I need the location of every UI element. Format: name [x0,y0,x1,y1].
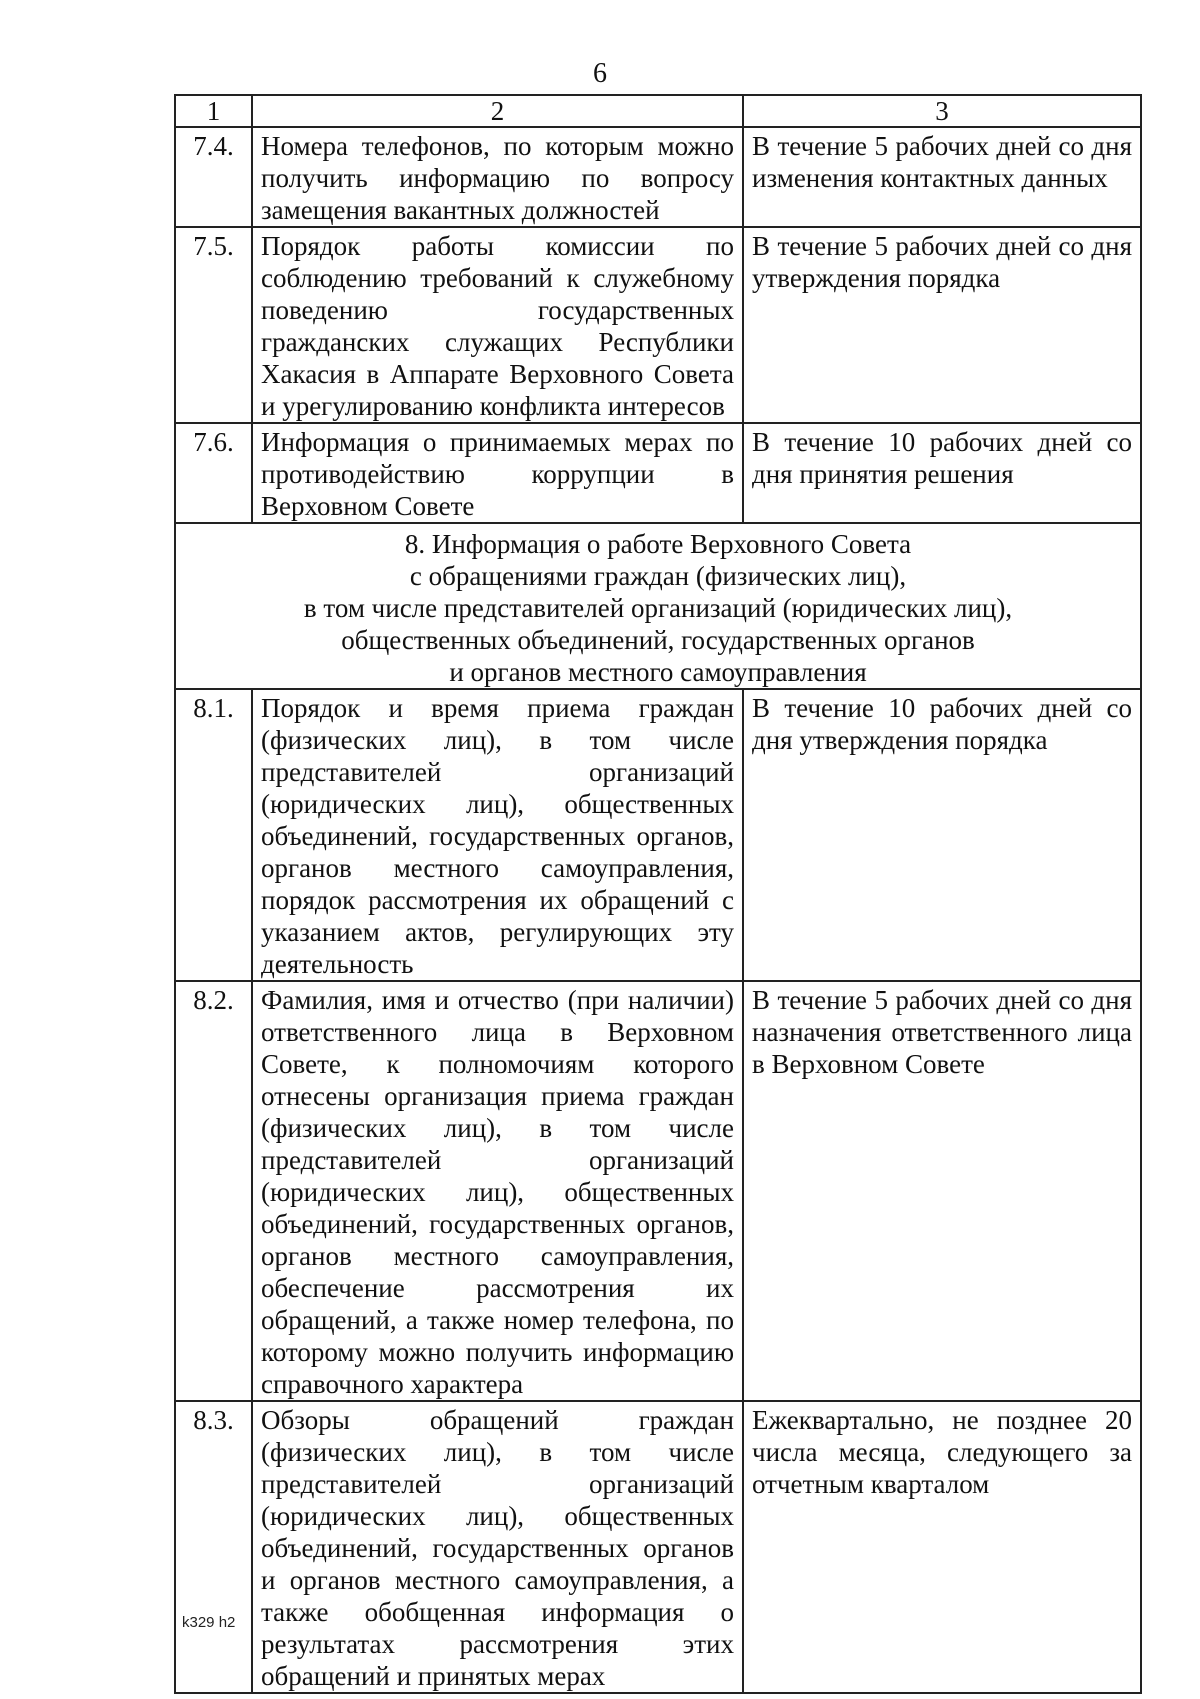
document-table [174,94,1142,1694]
section-heading-line: в том числе представителей организаций (юридических лиц), [303,593,1013,623]
row-description: Номера телефонов, по которым можно получить информацию по вопросу замещения вакантных должностей [252,127,743,227]
table-row [175,423,1141,523]
table-header-row [175,95,1141,127]
section-heading-line: 8. Информация о работе Верховного Совета [404,529,912,559]
column-number-3: 3 [743,95,1141,127]
row-description: Информация о принимаемых мерах по противодействию коррупции в Верховном Совете [252,423,743,523]
row-deadline: В течение 10 рабочих дней со дня принятия решения [743,423,1141,523]
section-heading-line: общественных объединений, государственных органов [341,625,975,655]
section-heading [175,523,1141,689]
table-row [175,127,1141,227]
footer-document-code: k329 h2 [182,1614,236,1631]
table-row [175,981,1141,1401]
row-deadline: Ежеквартально, не позднее 20 числа месяца, следующего за отчетным кварталом [743,1401,1141,1693]
table-row [175,1401,1141,1693]
row-number: 7.4. [175,127,252,227]
table-row [175,689,1141,981]
row-number: 7.6. [175,423,252,523]
row-description: Порядок и время приема граждан (физических лиц), в том числе представителей организаций (юридических лиц), общественных объединений, государственных органов, органов местного самоуправления, порядок рассмотрения их обращений с указанием актов, регулирующих эту деятельность [252,689,743,981]
section-heading-line: с обращениями граждан (физических лиц), [409,561,907,591]
row-description: Обзоры обращений граждан (физических лиц), в том числе представителей организаций (юридических лиц), общественных объединений, государственных органов и органов местного самоуправления, а также обобщенная информация о результатах рассмотрения этих обращений и принятых мерах [252,1401,743,1693]
column-number-2: 2 [252,95,743,127]
row-number: 8.3. [175,1401,252,1693]
row-description: Фамилия, имя и отчество (при наличии) ответственного лица в Верховном Совете, к полномочиям которого отнесены организация приема граждан (физических лиц), в том числе представителей организаций (юридических лиц), общественных объединений, государственных органов, органов местного самоуправления, обеспечение рассмотрения их обращений, а также номер телефона, по которому можно получить информацию справочного характера [252,981,743,1401]
column-number-1: 1 [175,95,252,127]
row-description: Порядок работы комиссии по соблюдению требований к служебному поведению государственных гражданских служащих Республики Хакасия в Аппарате Верховного Совета и урегулированию конфликта интересов [252,227,743,423]
row-deadline: В течение 5 рабочих дней со дня назначения ответственного лица в Верховном Совете [743,981,1141,1401]
row-deadline: В течение 5 рабочих дней со дня изменения контактных данных [743,127,1141,227]
page-number: 6 [593,58,607,89]
row-number: 8.2. [175,981,252,1401]
table-row [175,227,1141,423]
row-number: 8.1. [175,689,252,981]
row-number: 7.5. [175,227,252,423]
section-heading-line: и органов местного самоуправления [449,657,867,687]
row-deadline: В течение 5 рабочих дней со дня утверждения порядка [743,227,1141,423]
section-heading-row [175,523,1141,689]
row-deadline: В течение 10 рабочих дней со дня утверждения порядка [743,689,1141,981]
